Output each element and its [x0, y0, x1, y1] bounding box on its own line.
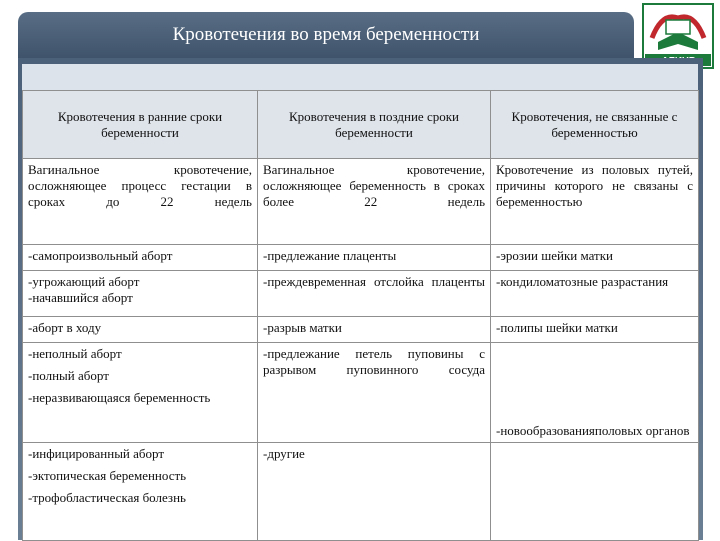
definition-late: Вагинальное кровотечение, осложняющее беременность в сроках более 22 недель: [258, 159, 491, 245]
list-item: -неполный аборт: [28, 346, 122, 361]
list-item: -неразвивающаяся беременность: [28, 390, 211, 405]
list-item: -угрожающий аборт: [28, 274, 140, 289]
cell-r1-unrelated: -эрозии шейки матки: [491, 245, 699, 271]
cell-r1-early: -самопроизвольный аборт: [23, 245, 258, 271]
cell-r3-late: -разрыв матки: [258, 317, 491, 343]
cell-r2-early: [23, 271, 258, 317]
header-early: Кровотечения в ранние сроки беременности: [23, 91, 258, 159]
list-item: -инфицированный аборт: [28, 446, 165, 461]
definition-early: Вагинальное кровотечение, осложняющее процесс гестации в сроках до 22 недель: [23, 159, 258, 245]
cell-r1-late: -предлежание плаценты: [258, 245, 491, 271]
definition-row: [23, 159, 699, 245]
list-item: -полный аборт: [28, 368, 109, 383]
table-row: [23, 443, 699, 541]
header-band: [22, 64, 698, 90]
cell-r4-unrelated: -новообразованияполовых органов: [491, 343, 699, 443]
cell-r3-early: -аборт в ходу: [23, 317, 258, 343]
cell-r3-unrelated: -полипы шейки матки: [491, 317, 699, 343]
cell-r4-late: -предлежание петель пуповины с разрывом пуповинного сосуда: [258, 343, 491, 443]
list-item: -эктопическая беременность: [28, 468, 187, 483]
list-item: -трофобластическая болезнь: [28, 490, 186, 505]
list-item: -начавшийся аборт: [28, 290, 133, 305]
cell-r5-early: [23, 443, 258, 541]
bleeding-table: [22, 90, 699, 541]
definition-unrelated: Кровотечение из половых путей, причины которого не связаны с беременностью: [491, 159, 699, 245]
header-unrelated: Кровотечения, не связанные с беременностью: [491, 91, 699, 159]
table-row: [23, 245, 699, 271]
table-row: [23, 271, 699, 317]
cell-r4-early: [23, 343, 258, 443]
table-header-row: [23, 91, 699, 159]
table-row: [23, 343, 699, 443]
cell-r2-unrelated: -кондиломатозные разрастания: [491, 271, 699, 317]
cell-r5-late: -другие: [258, 443, 491, 541]
cell-r5-unrelated: [491, 443, 699, 541]
cell-r2-late: -преждевременная отслойка плаценты: [258, 271, 491, 317]
table-row: [23, 317, 699, 343]
header-late: Кровотечения в поздние сроки беременности: [258, 91, 491, 159]
slide-title: Кровотечения во время беременности: [18, 12, 634, 58]
